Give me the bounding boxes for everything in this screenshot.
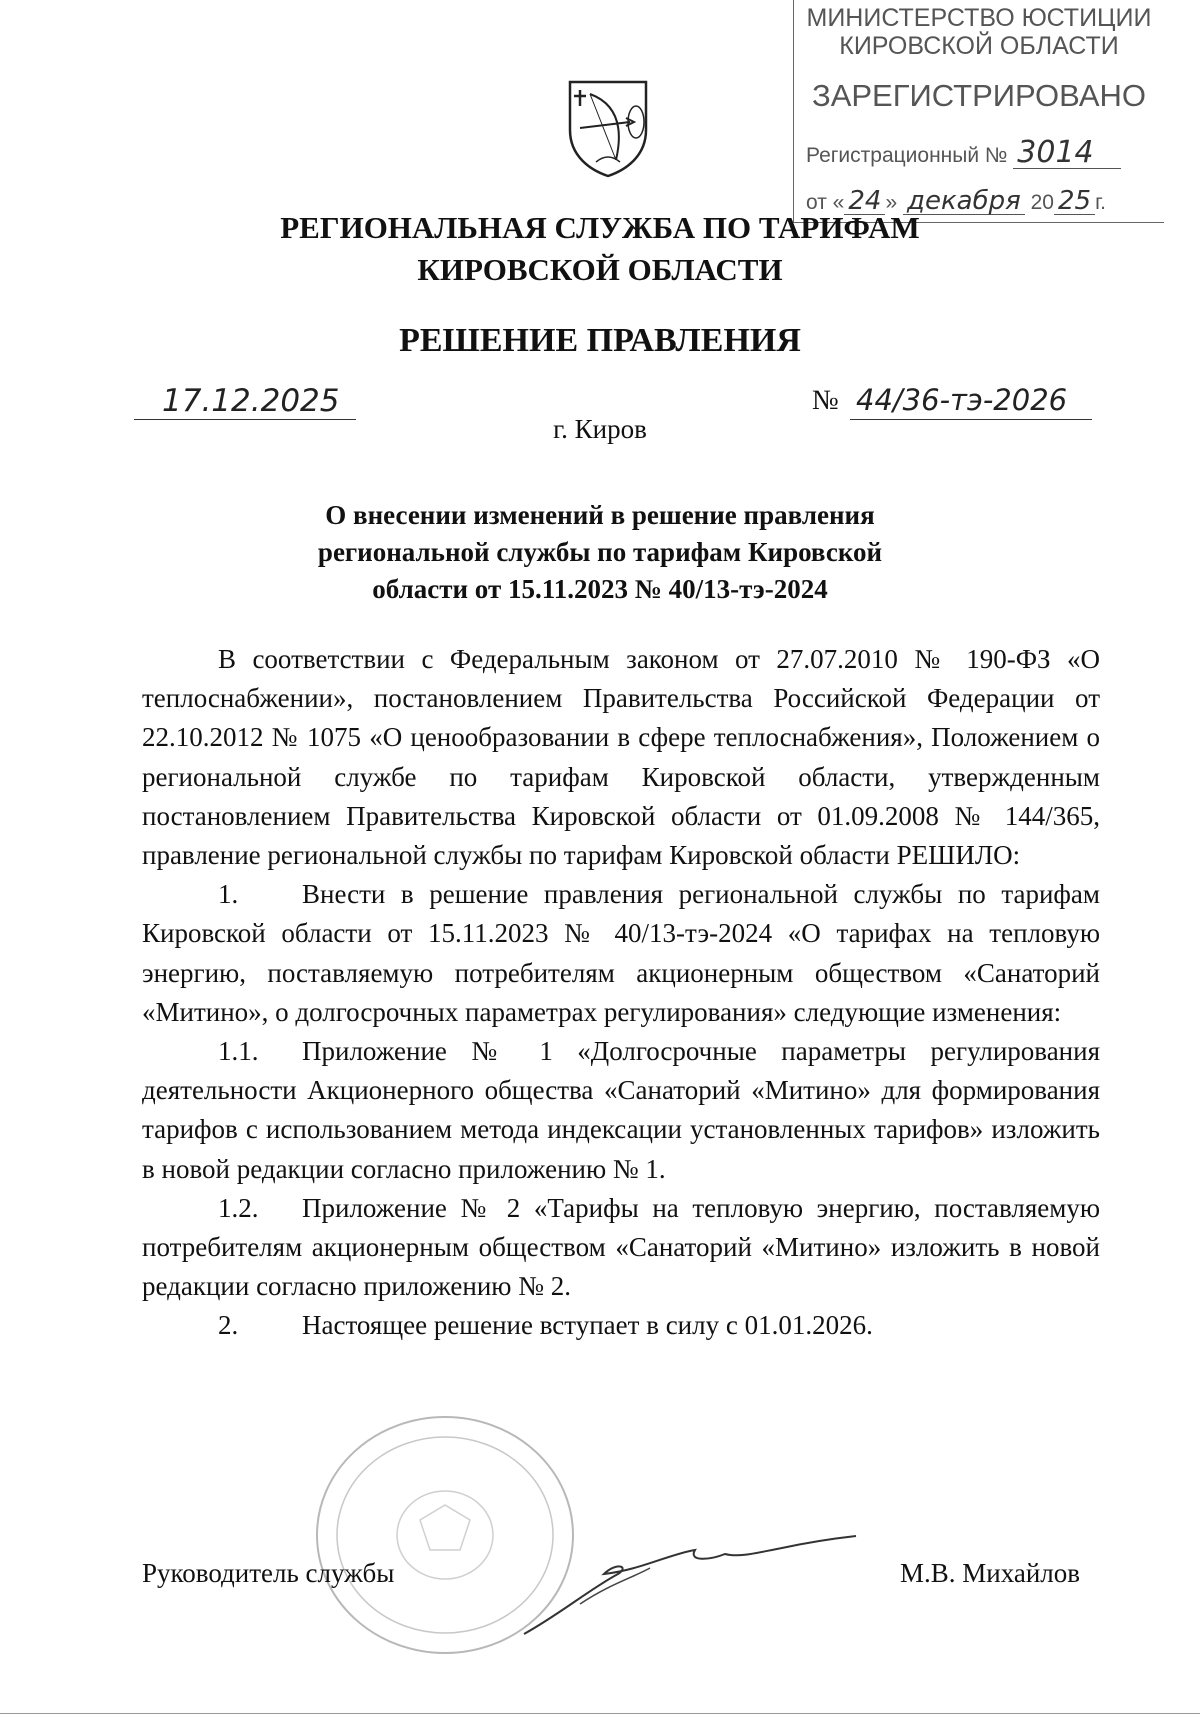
stamp-region: КИРОВСКОЙ ОБЛАСТИ [839,32,1119,60]
paragraph-1-2 [142,1189,1100,1307]
registration-stamp [793,0,1164,223]
paragraph-2 [142,1306,1100,1345]
coat-of-arms-icon [566,78,650,178]
stamp-date-suffix: г. [1095,191,1107,214]
paragraph-1 [142,875,1100,1032]
stamp-ministry: МИНИСТЕРСТВО ЮСТИЦИИ [806,4,1152,32]
document-body [142,640,1100,1346]
number-sign: № [812,385,839,416]
paragraph-1-2-number: 1.2. [218,1192,259,1223]
paragraph-1-number: 1. [218,879,239,910]
paragraph-2-text: Настоящее решение вступает в силу с 01.01.2026. [302,1310,873,1341]
stamp-reg-label: Регистрационный № [806,144,1008,167]
stamp-date-prefix: от « [806,191,845,214]
stamp-date-year-prefix: 20 [1030,191,1054,214]
stamp-date-month: декабря [903,188,1025,215]
city: г. Киров [553,414,647,444]
decision-date: 17.12.2025 [162,383,340,419]
stamp-registered: ЗАРЕГИСТРИРОВАНО [811,78,1146,113]
document-type: РЕШЕНИЕ ПРАВЛЕНИЯ [399,322,801,359]
signatory-name: М.В. Михайлов [900,1558,1081,1588]
paragraph-1-1-number: 1.1. [218,1036,259,1067]
paragraph-1-1 [142,1032,1100,1189]
stamp-reg-row [806,135,1156,170]
subject-line2: региональной службы по тарифам Кировской [317,537,883,567]
subject-line3: области от 15.11.2023 № 40/13-тэ-2024 [372,574,828,604]
paragraph-1-text: Внести в решение правления региональной службы по тарифам Кировской области от 15.11.2023 № 40/13-тэ-2024 «О тарифах на тепловую энергию, поставляемую потребителям акционерным обществом «Санаторий «Митино», о долгосрочных параметрах регулирования» следующие изменения: [142,879,1100,1027]
decision-number: 44/36-тэ-2026 [856,383,1068,417]
stamp-date-mid: » [885,191,898,214]
page-bottom-divider [0,1713,1200,1714]
stamp-date-year: 25 [1054,188,1095,215]
paragraph-1-1-text: Приложение № 1 «Долгосрочные параметры регулирования деятельности Акционерного общества «Санаторий «Митино» для формирования тарифов с использованием метода индексации установленных тарифов» изложить в новой редакции согласно приложению № 1. [142,1036,1100,1184]
signatory-role: Руководитель службы [142,1558,395,1588]
org-name-line1: РЕГИОНАЛЬНАЯ СЛУЖБА ПО ТАРИФАМ [280,210,920,245]
paragraph-1-2-text: Приложение № 2 «Тарифы на тепловую энергию, поставляемую потребителям акционерным обществом «Санаторий «Митино» изложить в новой редакции согласно приложению № 2. [142,1192,1100,1302]
subject-line1: О внесении изменений в решение правления [325,500,875,530]
stamp-date-day: 24 [844,188,885,215]
org-name-line2: КИРОВСКОЙ ОБЛАСТИ [417,252,783,287]
preamble-paragraph: В соответствии с Федеральным законом от 27.07.2010 № 190-ФЗ «О теплоснабжении», постановлением Правительства Российской Федерации от 22.10.2012 № 1075 «О ценообразовании в сфере теплоснабжения», Положением о региональной службе по тарифам Кировской области, утвержденным постановлением Правительства Кировской области от 01.09.2008 № 144/365, правление региональной службы по тарифам Кировской области РЕШИЛО: [142,644,1100,871]
handwritten-signature [520,1534,860,1644]
stamp-reg-number: 3014 [1013,138,1121,169]
paragraph-2-number: 2. [218,1310,239,1341]
